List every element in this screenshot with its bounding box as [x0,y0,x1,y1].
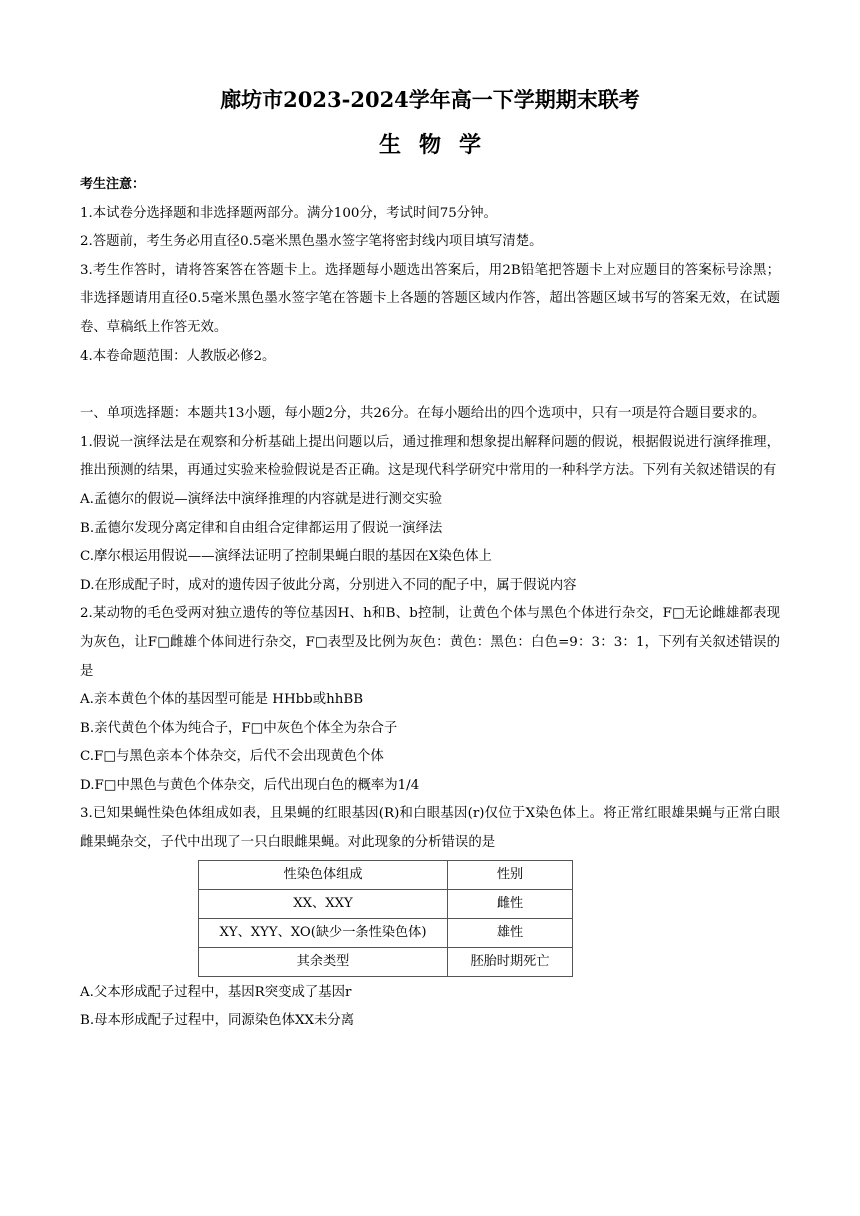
subject-title: 生物学 [378,132,499,158]
notice-item: 2.答题前，考生务必用直径0.5毫米黑色墨水签字笔将密封线内项目填写清楚。 [80,234,543,250]
table-row [199,889,573,918]
question-3-stem: 3.已知果蝇性染色体组成如表，且果蝇的红眼基因(R)和白眼基因(r)仅位于X染色体上。将正常红眼雄果蝇与正常白眼雌果蝇杂交，子代中出现了一只白眼雌果蝇。对此现象的分析错误的是 [80,806,780,851]
question-1-stem: 1.假说一演绎法是在观察和分析基础上提出问题以后，通过推理和想象提出解释问题的假说，根据假说进行演绎推理，推出预测的结果，再通过实验来检验假说是否正确。这是现代科学研究中常用的一种科学方法。下列有关叙述错误的有 [80,434,780,479]
question-1-option-d: D.在形成配子时，成对的遗传因子彼此分离，分别进入不同的配子中，属于假说内容 [80,577,577,593]
table-row [199,918,573,947]
question-1-option-a: A.孟德尔的假说—演绎法中演绎推理的内容就是进行测交实验 [80,491,443,507]
table-header-cell: 性别 [448,860,573,889]
table-cell: 胚胎时期死亡 [448,947,573,976]
sex-chromosome-table [198,860,573,977]
spacer [80,371,780,400]
notice-item: 4.本卷命题范围：人教版必修2。 [80,348,276,364]
table-cell: 雄性 [448,918,573,947]
question-2-stem: 2.某动物的毛色受两对独立遗传的等位基因H、h和B、b控制，让黄色个体与黑色个体进行杂交，F□无论雌雄都表现为灰色，让F□雌雄个体间进行杂交，F□表型及比例为灰色：黄色：黑色：白色=9：3：3：1，下列有关叙述错误的是 [80,606,780,679]
question-3-option-b: B.母本形成配子过程中，同源染色体XX未分离 [80,1013,355,1029]
question-3-option-a: A.父本形成配子过程中，基因R突变成了基因r [80,984,352,1000]
table-cell: XX、XXY [199,889,448,918]
question-2-option-c: C.F□与黑色亲本个体杂交，后代不会出现黄色个体 [80,749,384,765]
table-header-cell: 性染色体组成 [199,860,448,889]
question-2-option-b: B.亲代黄色个体为纯合子，F□中灰色个体全为杂合子 [80,720,398,736]
notice-item: 3.考生作答时，请将答案答在答题卡上。选择题每小题选出答案后，用2B铅笔把答题卡上对应题目的答案标号涂黑；非选择题请用直径0.5毫米黑色墨水签字笔在答题卡上各题的答题区域内作答，超出答题区域书写的答案无效，在试题卷、草稿纸上作答无效。 [80,262,780,335]
question-2-option-d: D.F□中黑色与黄色个体杂交，后代出现白色的概率为1/4 [80,777,420,793]
question-2-option-a: A.亲本黄色个体的基因型可能是 HHbb或hhBB [80,692,364,708]
table-cell: XY、XYY、XO(缺少一条性染色体) [199,918,448,947]
question-1-option-b: B.孟德尔发现分离定律和自由组合定律都运用了假说一演绎法 [80,520,443,536]
table-cell: 其余类型 [199,947,448,976]
table-cell: 雌性 [448,889,573,918]
notice-heading: 考生注意： [80,177,146,192]
question-1-option-c: C.摩尔根运用假说——演绎法证明了控制果蝇白眼的基因在X染色体上 [80,549,492,565]
section-heading: 一、单项选择题：本题共13小题，每小题2分，共26分。在每小题给出的四个选项中，只有一项是符合题目要求的。 [80,406,766,422]
notice-item: 1.本试卷分选择题和非选择题两部分。满分100分，考试时间75分钟。 [80,205,497,221]
table-row [199,947,573,976]
table-row [199,860,573,889]
exam-title: 廊坊市2023-2024学年高一下学期期末联考 [220,87,640,112]
exam-content [80,171,780,1036]
